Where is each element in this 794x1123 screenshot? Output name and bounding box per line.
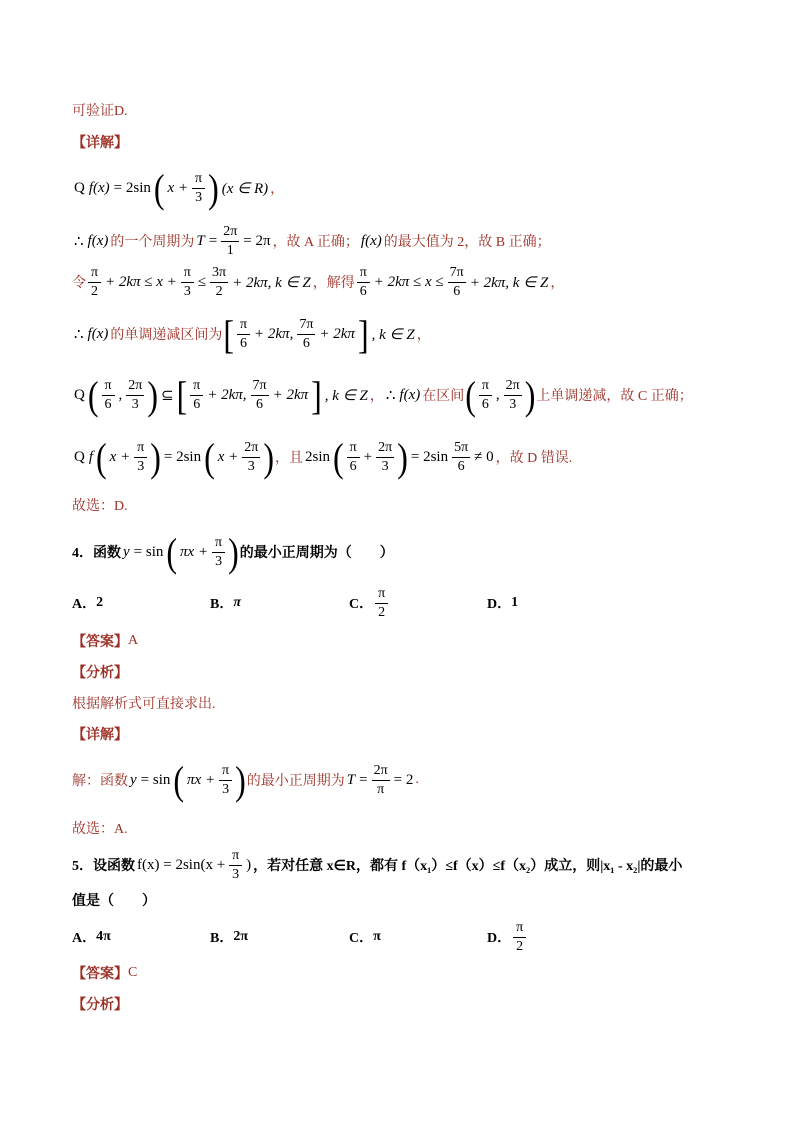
formula-term: + 2kπ ≤ x ≤ [373,273,444,290]
big-left-paren: ( [166,529,178,575]
q5-option-d [487,918,528,956]
option-value: π [233,595,241,610]
fraction [219,763,232,798]
fraction-denominator: 6 [453,283,461,299]
fraction [297,317,315,352]
formula-term: + 2kπ, k ∈ Z [469,274,549,291]
big-left-paren: ( [333,434,344,480]
analysis-text: 根据解析式可直接求出. [72,697,216,712]
formula-term: = sin [133,543,164,560]
fraction-denominator: 2 [215,283,223,299]
big-right-paren: ) [524,372,536,418]
solution-text: ，解得 [312,276,355,291]
fraction-denominator: π [377,781,385,797]
subset-symbol: ⊆ [160,387,174,404]
formula-term: f(x) [87,232,109,249]
formula-term: ≤ [197,273,207,290]
option-value: 2π [233,929,249,944]
choose-text: 故选：D. [72,499,128,514]
fraction [237,317,250,352]
fraction-numerator: π [212,535,225,553]
formula-term: y [123,543,130,560]
q3-solution-line-5 [72,372,693,418]
solution-text: 解：函数 [72,774,128,789]
big-left-bracket: [ [223,311,235,357]
fraction [88,265,101,300]
analysis-heading: 【分析】 [72,666,128,681]
fraction [192,171,205,206]
fraction [212,535,225,570]
big-right-paren: ) [228,529,239,575]
question-text: 4．函数 [72,546,121,561]
fraction-denominator: 3 [222,781,230,797]
q4-stem [72,530,394,574]
fraction [181,265,194,300]
fraction-denominator: 6 [302,335,310,351]
fraction [221,224,239,259]
fraction-denominator: 3 [195,189,203,205]
formula-term: + 2kπ, k ∈ Z [232,274,311,291]
solution-text: 令 [72,276,86,291]
q3-solution-line-2 [72,221,551,261]
punctuation: ， [270,182,285,197]
big-left-paren: ( [204,434,215,480]
q3-solution-line-4 [72,311,431,357]
question-text: 的最小正周期为（ ） [239,546,394,561]
because-symbol: Q [74,179,85,196]
solution-text: 的最大值为 2，故 B 正确； [383,235,551,250]
q5-option-a [72,918,111,956]
formula-term: = [208,232,218,249]
answer-label: 【答案】 [72,967,128,982]
formula-term: πx + [187,771,216,788]
formula-term: + 2kπ ≤ x + [105,273,177,290]
fraction-numerator: π [102,378,115,396]
fraction-denominator: 6 [481,396,489,412]
fraction-denominator: 3 [215,553,223,569]
q4-choose-line [72,818,128,838]
fraction [126,378,144,413]
formula-term: = 2π [243,232,271,249]
formula-term: ) [246,856,252,873]
q5-stem-line-2 [72,890,156,910]
formula-term: + 2kπ [319,325,355,342]
solution-text: 在区间 [422,389,465,404]
formula-term: f(x) [360,232,382,249]
formula-term: , k ∈ Z [324,387,368,404]
fraction [479,378,492,413]
fraction-numerator: 2π [504,378,522,396]
formula-term: , [118,386,123,403]
option-label: D． [487,931,512,946]
fraction-denominator: 3 [247,458,255,474]
q4-analysis-line [72,693,216,713]
big-left-bracket: [ [176,372,188,418]
q4-option-d [487,584,518,622]
q3-solution-line-6 [72,436,572,478]
solution-text: ，且 [275,451,303,466]
fraction-numerator: π [192,171,205,189]
formula-term: = 2 [393,771,414,788]
q4-analysis-heading-line [72,662,128,682]
formula-term: x + [167,179,189,196]
q5-answer-line [72,963,137,983]
fraction [504,378,522,413]
formula-term: f(x) [87,325,109,342]
option-label: B． [210,931,234,946]
fraction-numerator: π [375,586,388,604]
q3-detail-heading-line [72,132,128,152]
formula-term: x + [109,448,131,465]
fraction-numerator: π [190,378,203,396]
fraction-denominator: 2 [91,283,98,299]
big-right-paren: ) [235,757,246,803]
solution-text: 的一个周期为 [110,235,195,250]
big-left-paren: ( [465,372,476,418]
option-value: 1 [511,595,519,610]
fraction-numerator: π [229,848,242,866]
solution-text: 的单调递减区间为 [110,328,223,343]
option-value: 4π [96,929,111,944]
fraction-denominator: 1 [226,242,234,258]
formula-term: + 2kπ, [254,325,294,342]
answer-value: A [128,633,139,648]
answer-value: C [128,965,138,980]
question-text: 5．设函数 [72,859,135,874]
fraction-denominator: 3 [381,458,389,474]
solution-text: ，故 D 错误. [495,451,573,466]
intro-line [72,100,128,120]
option-value: π [373,929,381,944]
big-right-paren: ) [147,372,158,418]
fraction [242,440,260,475]
fraction-denominator: 6 [104,396,112,412]
formula-term: = 2sin [410,448,449,465]
punctuation: . [415,772,419,787]
fraction-numerator: π [237,317,250,335]
fraction-numerator: 2π [376,440,394,458]
punctuation: ， [416,328,431,343]
q3-solution-line-3 [72,262,564,302]
because-symbol: Q [74,386,85,403]
q4-option-b [210,584,241,622]
detail-heading: 【详解】 [72,136,128,151]
question-text: ，若对任意 x∈R，都有 f（x₁）≤f（x）≤f（x₂）成立，则|x₁ - x₂|的最小 [253,859,683,874]
option-value: 2 [96,595,104,610]
formula-term: = 2sin [113,179,151,196]
formula-term: , [495,386,500,403]
therefore-symbol: ∴ [385,387,396,404]
big-right-paren: ) [208,165,219,211]
formula-term: y [130,771,137,788]
fraction-numerator: 2π [126,378,144,396]
detail-heading: 【详解】 [72,728,128,743]
big-right-bracket: ] [357,311,369,357]
fraction-denominator: 6 [240,335,248,351]
punctuation: ， [369,389,384,404]
q4-options [0,584,794,622]
fraction-denominator: 6 [256,396,264,412]
formula-term: + [363,448,373,465]
q4-option-a [72,584,103,622]
fraction-numerator: π [479,378,492,396]
q4-answer-line [72,631,138,651]
formula-term: ≠ 0 [474,448,494,465]
q5-analysis-heading-line [72,994,128,1014]
option-label: C． [349,597,374,612]
fraction [375,586,388,621]
question-text: 值是（ ） [72,894,156,909]
q5-option-b [210,918,248,956]
fraction [357,265,370,300]
option-label: D． [487,597,512,612]
formula-term: (x ∈ R) [221,180,269,197]
fraction [210,265,228,300]
q5-stem-line-1 [72,845,682,885]
fraction-denominator: 2 [378,604,386,620]
big-right-paren: ) [263,434,274,480]
fraction-numerator: 2π [221,224,239,242]
formula-term: = 2sin [163,448,202,465]
fraction-numerator: π [513,920,526,938]
fraction-numerator: 5π [452,440,470,458]
analysis-heading: 【分析】 [72,998,128,1013]
fraction [251,378,269,413]
therefore-symbol: ∴ [74,233,84,250]
formula-term: f(x) [88,179,110,196]
fraction-numerator: π [134,440,147,458]
fraction-denominator: 3 [183,283,191,299]
fraction [134,440,147,475]
fraction-numerator: 2π [372,763,390,781]
formula-term: f(x) [399,386,421,403]
fraction-numerator: 7π [297,317,315,335]
big-right-paren: ) [397,434,408,480]
formula-term: T [346,771,356,788]
q4-detail-heading-line [72,724,128,744]
option-label: A． [72,931,97,946]
punctuation: ， [550,276,565,291]
formula-term: + 2kπ [272,386,309,403]
fraction-numerator: 3π [210,265,228,283]
option-label: A． [72,597,97,612]
formula-term: = [359,771,368,788]
big-left-paren: ( [173,757,185,803]
q4-option-c [349,584,390,622]
big-left-paren: ( [153,165,165,211]
formula-term: T [196,232,205,249]
therefore-symbol: ∴ [74,326,84,343]
formula-term: x + [217,448,239,465]
answer-label: 【答案】 [72,635,128,650]
fraction-denominator: 2 [516,938,524,954]
fraction-numerator: π [347,440,360,458]
fraction-numerator: π [219,763,232,781]
q5-options [0,918,794,956]
fraction-denominator: 3 [509,396,517,412]
option-label: B． [210,597,234,612]
solution-text: 上单调递减，故 C 正确； [536,389,693,404]
intro-text: 可验证D. [72,104,128,119]
formula-term: 2sin [305,448,331,465]
formula-term: , k ∈ Z [371,326,415,343]
big-right-bracket: ] [311,372,322,418]
formula-term: f [88,448,94,465]
fraction-numerator: 2π [242,440,260,458]
fraction [513,920,526,955]
fraction-denominator: 3 [131,396,139,412]
fraction [190,378,203,413]
formula-term: πx + [180,543,209,560]
solution-text: ，故 A 正确； [272,235,359,250]
fraction-denominator: 3 [137,458,145,474]
fraction-numerator: π [357,265,370,283]
fraction-numerator: 7π [251,378,269,396]
fraction-denominator: 6 [359,283,367,299]
big-left-paren: ( [96,434,107,480]
formula-term: = sin [140,771,171,788]
choose-text: 故选：A. [72,822,128,837]
fraction [347,440,360,475]
fraction [229,848,242,883]
fraction-denominator: 3 [232,866,240,882]
because-symbol: Q [74,448,85,465]
fraction-numerator: π [88,265,101,283]
big-left-paren: ( [87,372,99,418]
fraction-denominator: 6 [193,396,201,412]
option-label: C． [349,931,374,946]
fraction-denominator: 6 [457,458,465,474]
q3-solution-line-1 [72,166,284,210]
fraction [452,440,470,475]
q4-detail-line [72,759,419,801]
formula-term: f(x) = 2sin(x + [137,856,226,873]
fraction-numerator: 7π [448,265,466,283]
fraction [102,378,115,413]
solution-text: 的最小正周期为 [246,774,345,789]
fraction [376,440,394,475]
fraction [372,763,390,798]
formula-term: + 2kπ, [207,386,247,403]
fraction-numerator: π [181,265,194,283]
fraction [448,265,466,300]
big-right-paren: ) [150,434,161,480]
q3-choose-line [72,495,128,515]
fraction-denominator: 6 [349,458,357,474]
q5-option-c [349,918,381,956]
